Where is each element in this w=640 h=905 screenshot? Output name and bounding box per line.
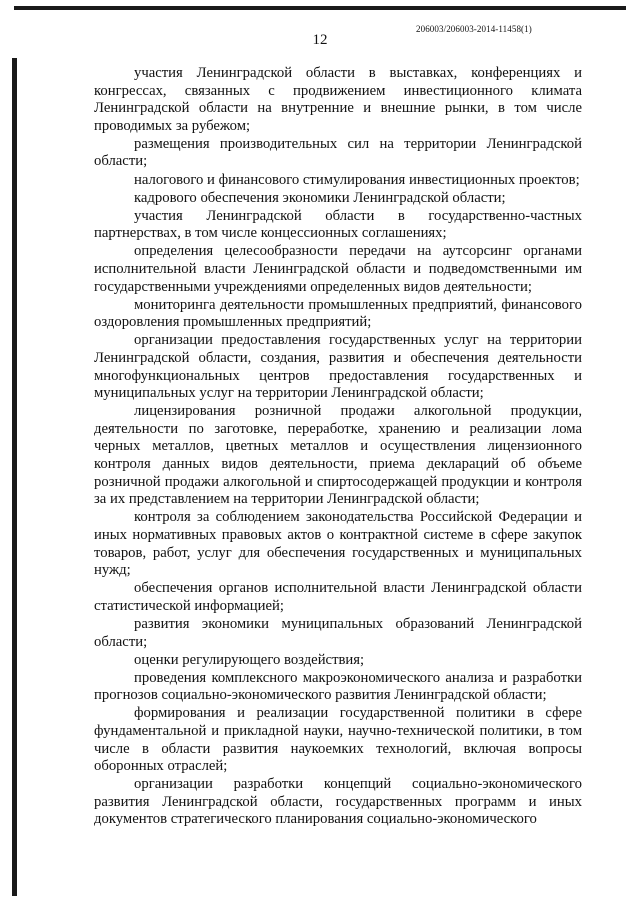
top-border-line bbox=[14, 6, 626, 10]
paragraph: проведения комплексного макроэкономического анализа и разработки прогнозов социально-экономического развития Ленинградской области; bbox=[94, 669, 582, 704]
paragraph: лицензирования розничной продажи алкогольной продукции, деятельности по заготовке, переработке, хранению и реализации лома черных металлов, цветных металлов и осуществления лицензионного контроля данных видов деятельности, приема деклараций об объеме розничной продажи алкогольной и спиртосодержащей продукции и контроля за их представлением на территории Ленинградской области; bbox=[94, 403, 582, 508]
paragraph: развития экономики муниципальных образований Ленинградской области; bbox=[94, 615, 582, 650]
paragraph: участия Ленинградской области в государственно-частных партнерствах, в том числе концессионных соглашениях; bbox=[94, 207, 582, 242]
document-body bbox=[94, 65, 582, 830]
left-margin-bar bbox=[12, 58, 17, 896]
paragraph: организации предоставления государственных услуг на территории Ленинградской области, создания, развития и обеспечения деятельности многофункциональных центров предоставления государственных и муниципальных услуг на территории Ленинградской области; bbox=[94, 332, 582, 402]
document-code: 206003/206003-2014-11458(1) bbox=[416, 24, 532, 34]
paragraph: обеспечения органов исполнительной власти Ленинградской области статистической информацией; bbox=[94, 580, 582, 614]
paragraph: налогового и финансового стимулирования инвестиционных проектов; bbox=[134, 171, 580, 188]
paragraph: размещения производительных сил на территории Ленинградской области; bbox=[94, 135, 582, 170]
paragraph: определения целесообразности передачи на аутсорсинг органами исполнительной власти Ленинградской области и подведомственными им государственными учреждениями определенных видов деятельности; bbox=[94, 243, 582, 295]
paragraph: формирования и реализации государственной политики в сфере фундаментальной и прикладной науки, научно-технической политики, в том числе в области развития наукоемких технологий, включая вопросы оборонных отраслей; bbox=[94, 705, 582, 775]
paragraph: оценки регулирующего воздействия; bbox=[134, 651, 365, 668]
paragraph: участия Ленинградской области в выставках, конференциях и конгрессах, связанных с продвижением инвестиционного климата Ленинградской области на внутренние и внешние рынки, в том числе проводимых за рубежом; bbox=[94, 65, 582, 134]
page-number: 12 bbox=[312, 32, 328, 48]
paragraph: контроля за соблюдением законодательства Российской Федерации и иных нормативных правовых актов о контрактной системе в сфере закупок товаров, работ, услуг для обеспечения государственных и муниципальных нужд; bbox=[94, 509, 582, 579]
paragraph: кадрового обеспечения экономики Ленинградской области; bbox=[134, 189, 506, 206]
paragraph: организации разработки концепций социально-экономического развития Ленинградской области, государственных программ и иных документов стратегического планирования социально-экономического bbox=[94, 776, 582, 828]
paragraph: мониторинга деятельности промышленных предприятий, финансового оздоровления промышленных предприятий; bbox=[94, 296, 582, 331]
